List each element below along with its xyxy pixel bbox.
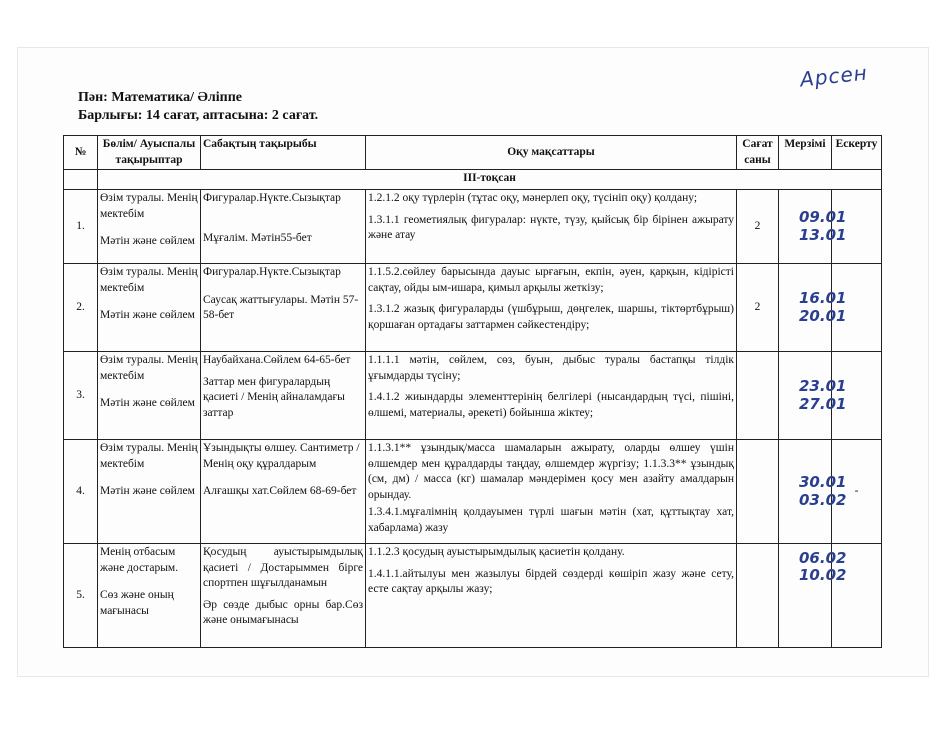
row-number: 5. bbox=[64, 544, 98, 648]
row-dates: 09.01 13.01 bbox=[779, 190, 832, 264]
row-number: 4. bbox=[64, 440, 98, 544]
handwritten-signature: Арсен bbox=[798, 60, 869, 92]
row-dates: 30.01 03.02 bbox=[779, 440, 832, 544]
col-header-number: № bbox=[64, 136, 98, 170]
table-row bbox=[64, 440, 882, 544]
col-header-notes: Ескерту bbox=[832, 136, 882, 170]
row-objectives: 1.2.1.2 оқу түрлерін (тұтас оқу, мәнерлеп оқу, түсініп оқу) қолдану; 1.3.1.1 геометиялық фигуралар: нүкте, түзу, қыйсық бір бірінен ажырату және атау bbox=[366, 190, 737, 264]
row-topic: Наубайхана.Сөйлем 64-65-бет Заттар мен фигуралардың қасиеті / Менің айналамдағы заттар bbox=[201, 352, 366, 440]
table-header-row bbox=[64, 136, 882, 170]
row-dates: 06.02 10.02 bbox=[779, 544, 832, 648]
hours-heading: Барлығы: 14 сағат, аптасына: 2 сағат. bbox=[78, 108, 319, 123]
row-section: Өзім туралы. Менің мектебім Мәтін және сөйлем bbox=[98, 264, 201, 352]
col-header-objectives: Оқу мақсаттары bbox=[366, 136, 737, 170]
subject-heading: Пән: Математика/ Әліппе bbox=[78, 90, 242, 105]
col-header-section: Бөлім/ Ауыспалы тақырыптар bbox=[98, 136, 201, 170]
row-section: Өзім туралы. Менің мектебім Мәтін және сөйлем bbox=[98, 440, 201, 544]
row-hours: 2 bbox=[737, 190, 779, 264]
row-section: Менің отбасым және достарым. Сөз және оның мағынасы bbox=[98, 544, 201, 648]
row-hours: 2 bbox=[737, 264, 779, 352]
row-section: Өзім туралы. Менің мектебім Мәтін және сөйлем bbox=[98, 352, 201, 440]
table-row bbox=[64, 264, 882, 352]
row-dates: 16.01 20.01 bbox=[779, 264, 832, 352]
row-objectives: 1.1.3.1** ұзындық/масса шамаларын ажырату, оларды өлшеу үшін өлшемдер мен құралдарды таңдау, өлшемдер жүргізу; 1.1.3.3** ұзындық (см, дм) / масса (кг) шамалар мәндерімен қосу мен азайту амалдарын орындау. 1.3.4.1.мұғалімнің қолдауымен түрлі шағын мәтін (хат, құттықтау хат, хабарлама) жазу bbox=[366, 440, 737, 544]
row-section: Өзім туралы. Менің мектебім Мәтін және сөйлем bbox=[98, 190, 201, 264]
row-objectives: 1.1.1.1 мәтін, сөйлем, сөз, буын, дыбыс туралы бастапқы тілдік ұғымдарды түсіну; 1.4.1.2 жиындарды элементтерінің белгілері (нысандардың түсі, пішіні, өлшемі, материалы, әрекеті) бойынша жіктеу; bbox=[366, 352, 737, 440]
row-hours bbox=[737, 440, 779, 544]
row-note: - bbox=[832, 440, 882, 544]
row-topic: Қосудың ауыстырымдылық қасиеті / Достарыммен бірге спортпен шұғылданамын Әр сөзде дыбыс орны бар.Сөз және онымағынасы bbox=[201, 544, 366, 648]
row-number: 3. bbox=[64, 352, 98, 440]
row-hours bbox=[737, 544, 779, 648]
row-objectives: 1.1.2.3 қосудың ауыстырымдылық қасиетін қолдану. 1.4.1.1.айтылуы мен жазылуы бірдей сөздерді көшіріп жазу және сету, есте сақтау арқылы жазу; bbox=[366, 544, 737, 648]
quarter-label: ІІІ-тоқсан bbox=[98, 170, 882, 190]
lesson-plan-table bbox=[63, 135, 882, 648]
row-objectives: 1.1.5.2.сөйлеу барысында дауыс ырғағын, екпін, әуен, қарқын, кідірісті сақтау, ойды ым-ишара, қимыл арқылы жеткізу; 1.3.1.2 жазық фигураларды (үшбұрыш, дөңгелек, шаршы, тіктөртбұрыш) қоршаған ортадағы заттармен сәйкестендіру; bbox=[366, 264, 737, 352]
table-row bbox=[64, 190, 882, 264]
col-header-dates: Мерзімі bbox=[779, 136, 832, 170]
col-header-hours: Сағат саны bbox=[737, 136, 779, 170]
row-number: 2. bbox=[64, 264, 98, 352]
row-hours bbox=[737, 352, 779, 440]
quarter-row bbox=[64, 170, 882, 190]
row-dates: 23.01 27.01 bbox=[779, 352, 832, 440]
row-topic: Фигуралар.Нүкте.Сызықтар Мұғалім. Мәтін55-бет bbox=[201, 190, 366, 264]
table-row bbox=[64, 352, 882, 440]
row-topic: Ұзындықты өлшеу. Сантиметр / Менің оқу құралдарым Алғашқы хат.Сөйлем 68-69-бет bbox=[201, 440, 366, 544]
col-header-topic: Сабақтың тақырыбы bbox=[201, 136, 366, 170]
table-row bbox=[64, 544, 882, 648]
row-topic: Фигуралар.Нүкте.Сызықтар Саусақ жаттығулары. Мәтін 57-58-бет bbox=[201, 264, 366, 352]
row-number: 1. bbox=[64, 190, 98, 264]
